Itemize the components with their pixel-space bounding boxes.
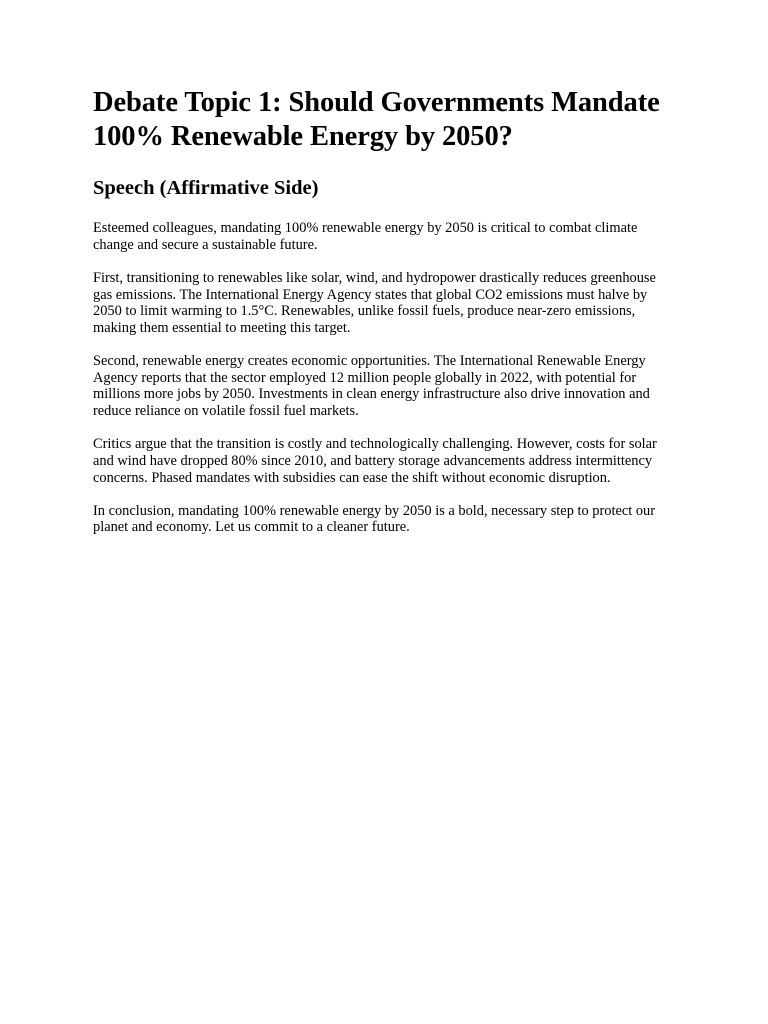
paragraph-rebuttal: Critics argue that the transition is costly and technologically challenging. However, costs for solar and wind have dropped 80% since 2010, and battery storage advancements address intermittency concerns. Phased mandates with subsidies can ease the shift without economic disruption.: [93, 436, 657, 486]
speech-heading: Speech (Affirmative Side): [93, 177, 319, 199]
paragraph-emissions-argument: First, transitioning to renewables like solar, wind, and hydropower drastically reduces greenhouse gas emissions. The International Energy Agency states that global CO2 emissions must halve by 2050 to limit warming to 1.5°C. Renewables, unlike fossil fuels, produce near-zero emissions, making them essential to meeting this target.: [93, 269, 656, 336]
document-page: [93, 86, 678, 536]
paragraph-introduction: Esteemed colleagues, mandating 100% renewable energy by 2050 is critical to combat climate change and secure a sustainable future.: [93, 220, 638, 253]
paragraph-economic-argument: Second, renewable energy creates economic opportunities. The International Renewable Energy Agency reports that the sector employed 12 million people globally in 2022, with potential for millions more jobs by 2050. Investments in clean energy infrastructure also drive innovation and reduce reliance on volatile fossil fuel markets.: [93, 353, 650, 420]
paragraph-conclusion: In conclusion, mandating 100% renewable energy by 2050 is a bold, necessary step to protect our planet and economy. Let us commit to a cleaner future.: [93, 502, 656, 536]
document-title: Debate Topic 1: Should Governments Mandate 100% Renewable Energy by 2050?: [93, 87, 660, 152]
